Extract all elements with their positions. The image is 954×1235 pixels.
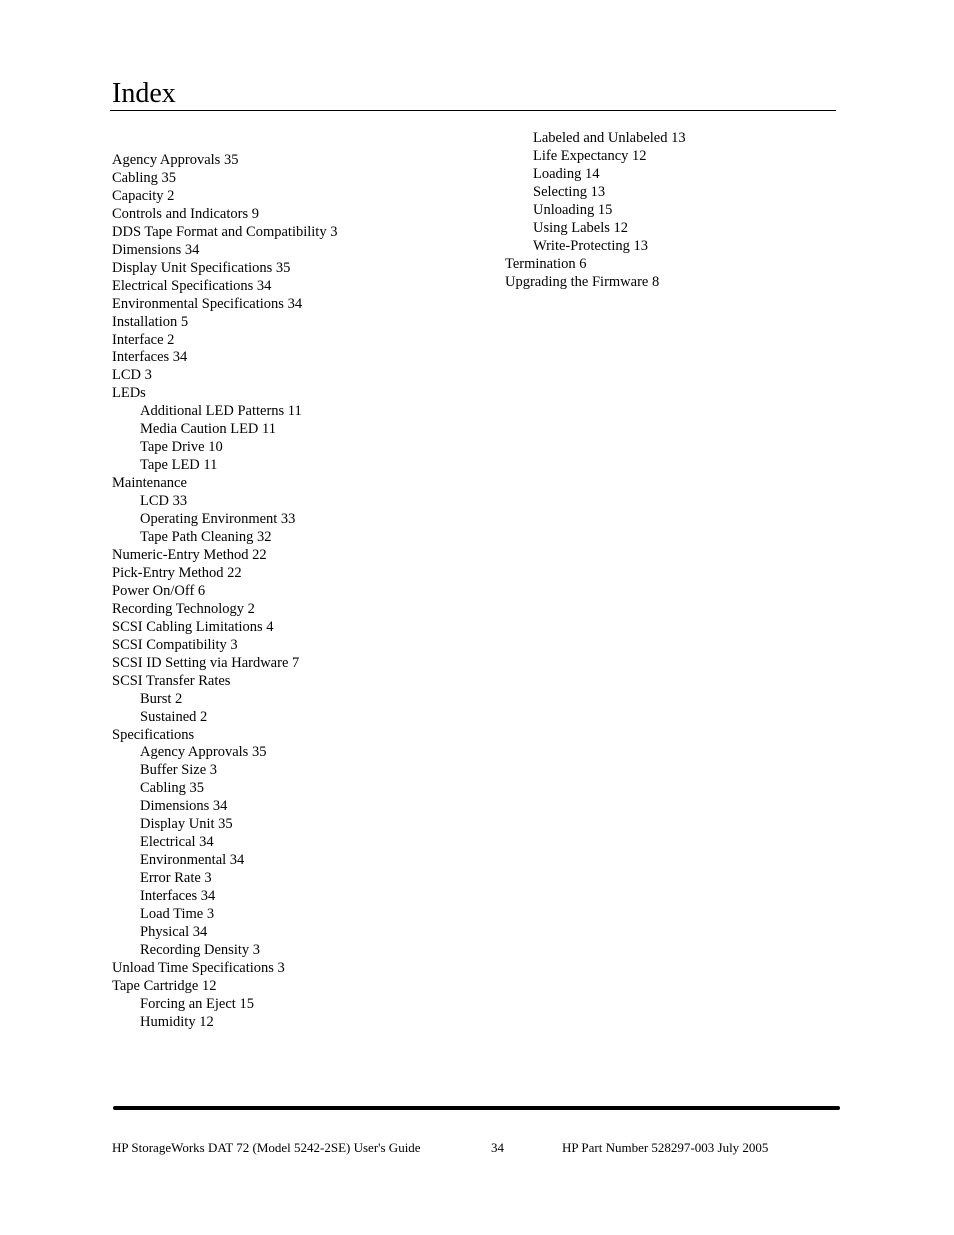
index-entry: Interface 2	[112, 331, 175, 348]
index-entry: LCD 3	[112, 367, 152, 384]
index-subentry: Additional LED Patterns 11	[140, 403, 302, 420]
index-entry: Environmental Specifications 34	[112, 295, 303, 312]
index-subentry: Humidity 12	[140, 1013, 214, 1030]
index-entry: Display Unit Specifications 35	[112, 259, 291, 276]
index-subentry: Recording Density 3	[140, 941, 261, 958]
index-entry: Recording Technology 2	[112, 600, 255, 617]
index-subentry: Physical 34	[140, 923, 208, 940]
index-entry: SCSI Compatibility 3	[112, 636, 238, 653]
footer-part-number: HP Part Number 528297-003 July 2005	[562, 1140, 769, 1155]
index-column-right	[505, 130, 835, 292]
index-subentry: Labeled and Unlabeled 13	[533, 130, 686, 146]
index-entry: SCSI Transfer Rates	[112, 672, 231, 689]
index-subentry: Dimensions 34	[140, 798, 228, 815]
title-divider	[110, 110, 836, 111]
index-entry: Pick-Entry Method 22	[112, 564, 242, 581]
index-subentry: Burst 2	[140, 690, 183, 707]
index-entry: Termination 6	[505, 255, 587, 272]
index-entry: SCSI ID Setting via Hardware 7	[112, 654, 300, 671]
index-subentry: Selecting 13	[533, 183, 606, 200]
index-entry: Cabling 35	[112, 169, 177, 186]
index-entry: Unload Time Specifications 3	[112, 959, 285, 976]
index-subentry: Media Caution LED 11	[140, 421, 276, 438]
index-subentry: Buffer Size 3	[140, 762, 218, 779]
index-subentry: Forcing an Eject 15	[140, 995, 254, 1012]
index-entry: Capacity 2	[112, 187, 175, 204]
index-subentry: Error Rate 3	[140, 870, 212, 887]
index-entry: SCSI Cabling Limitations 4	[112, 618, 274, 635]
index-subentry: Operating Environment 33	[140, 511, 296, 528]
index-entry: Numeric-Entry Method 22	[112, 546, 267, 563]
index-entry: Controls and Indicators 9	[112, 205, 259, 222]
index-entry: Upgrading the Firmware 8	[505, 273, 660, 290]
index-subentry: Sustained 2	[140, 708, 208, 725]
index-entry: Dimensions 34	[112, 241, 200, 258]
index-entry: Interfaces 34	[112, 349, 188, 366]
index-subentry: LCD 33	[140, 493, 188, 510]
index-entry: Power On/Off 6	[112, 582, 206, 599]
index-entry: LEDs	[112, 385, 146, 402]
index-entry: DDS Tape Format and Compatibility 3	[112, 223, 338, 240]
page-title: Index	[112, 78, 176, 109]
index-subentry: Display Unit 35	[140, 816, 233, 833]
index-subentry: Tape Drive 10	[140, 439, 223, 456]
index-subentry: Life Expectancy 12	[533, 147, 647, 164]
index-subentry: Cabling 35	[140, 780, 205, 797]
footer-divider	[113, 1106, 840, 1110]
index-entry: Electrical Specifications 34	[112, 277, 272, 294]
footer-page-number: 34	[491, 1140, 504, 1155]
index-entry: Agency Approvals 35	[112, 152, 239, 168]
index-subentry: Load Time 3	[140, 906, 215, 923]
index-subentry: Write-Protecting 13	[533, 237, 648, 254]
index-entry: Installation 5	[112, 313, 189, 330]
index-subentry: Loading 14	[533, 165, 600, 182]
footer-document-title: HP StorageWorks DAT 72 (Model 5242-2SE) User's Guide	[112, 1140, 421, 1155]
index-entry: Maintenance	[112, 475, 187, 492]
index-subentry: Unloading 15	[533, 201, 613, 218]
index-entry: Tape Cartridge 12	[112, 977, 217, 994]
index-subentry: Environmental 34	[140, 852, 245, 869]
index-column-left	[112, 152, 492, 1032]
index-entry: Specifications	[112, 726, 195, 743]
index-subentry: Tape Path Cleaning 32	[140, 529, 272, 546]
index-subentry: Using Labels 12	[533, 219, 629, 236]
index-subentry: Tape LED 11	[140, 457, 218, 474]
index-subentry: Electrical 34	[140, 834, 214, 851]
index-subentry: Agency Approvals 35	[140, 744, 267, 761]
index-subentry: Interfaces 34	[140, 888, 216, 905]
